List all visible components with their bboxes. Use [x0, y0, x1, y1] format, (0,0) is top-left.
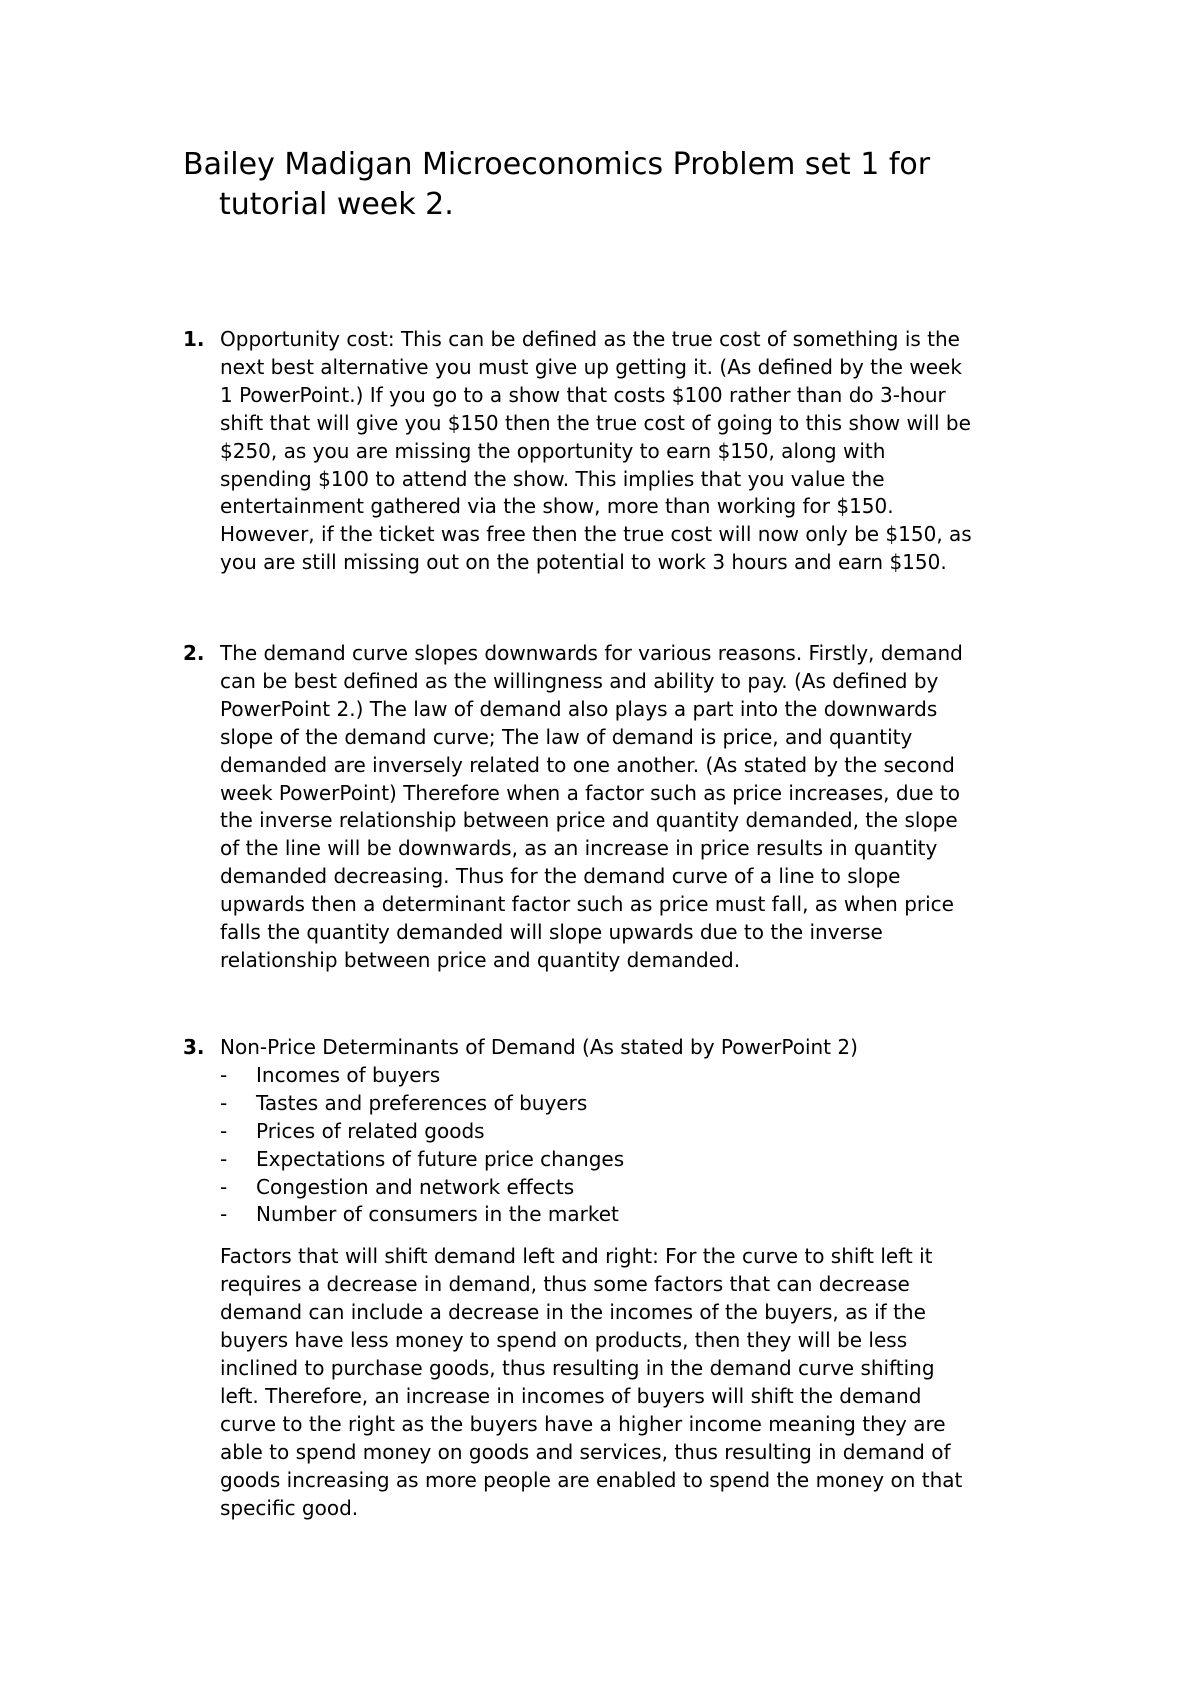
paragraph-line: specific good.: [220, 1495, 359, 1520]
question-2-body: [220, 640, 1053, 975]
determinants-list: [220, 1062, 1053, 1229]
list-item: [220, 1201, 1053, 1229]
dash-bullet: -: [220, 1146, 228, 1171]
paragraph-line: requires a decrease in demand, thus some factors that can decrease: [220, 1272, 910, 1297]
paragraph-line: inclined to purchase goods, thus resulting in the demand curve shifting: [220, 1355, 935, 1380]
question-3-heading: Non-Price Determinants of Demand (As stated by PowerPoint 2): [220, 1035, 858, 1059]
list-item: [220, 1146, 1053, 1174]
question-1-number: 1.: [183, 327, 205, 351]
paragraph-line: week PowerPoint) Therefore when a factor such as price increases, due to: [220, 780, 960, 805]
list-item-text: Tastes and preferences of buyers: [256, 1090, 588, 1115]
list-item: [220, 1062, 1053, 1090]
question-2: [183, 640, 1053, 975]
paragraph-line: spending $100 to attend the show. This implies that you value the: [220, 466, 885, 491]
title-line: Bailey Madigan Microeconomics Problem set 1 for: [183, 147, 931, 182]
list-item: [220, 1118, 1053, 1146]
paragraph-line: relationship between price and quantity demanded.: [220, 947, 741, 972]
paragraph-line: The demand curve slopes downwards for various reasons. Firstly, demand: [220, 641, 963, 665]
question-3-number: 3.: [183, 1035, 205, 1059]
paragraph-line: you are still missing out on the potential to work 3 hours and earn $150.: [220, 550, 947, 575]
paragraph-line: entertainment gathered via the show, more than working for $150.: [220, 494, 894, 519]
paragraph-line: $250, as you are missing the opportunity to earn $150, along with: [220, 438, 886, 463]
dash-bullet: -: [220, 1062, 228, 1087]
factors-paragraph: [220, 1243, 1053, 1522]
paragraph-line: can be best defined as the willingness and ability to pay. (As defined by: [220, 668, 939, 693]
dash-bullet: -: [220, 1118, 228, 1143]
paragraph-line: left. Therefore, an increase in incomes of buyers will shift the demand: [220, 1383, 922, 1408]
question-1: [183, 326, 1053, 577]
list-item-text: Congestion and network effects: [256, 1174, 575, 1199]
paragraph-line: shift that will give you $150 then the true cost of going to this show will be: [220, 410, 971, 435]
paragraph-line: curve to the right as the buyers have a higher income meaning they are: [220, 1411, 946, 1436]
paragraph-line: 1 PowerPoint.) If you go to a show that costs $100 rather than do 3-hour: [220, 382, 946, 407]
question-2-number: 2.: [183, 641, 205, 665]
paragraph-line: of the line will be downwards, as an increase in price results in quantity: [220, 836, 938, 861]
paragraph-line: demanded are inversely related to one another. (As stated by the second: [220, 752, 955, 777]
dash-bullet: -: [220, 1090, 228, 1115]
dash-bullet: -: [220, 1174, 228, 1199]
paragraph-line: Factors that will shift demand left and right: For the curve to shift left it: [220, 1244, 933, 1269]
question-3: [183, 1034, 1053, 1522]
list-item-text: Number of consumers in the market: [256, 1202, 619, 1227]
title-line: tutorial week 2.: [219, 187, 454, 222]
paragraph-line: next best alternative you must give up getting it. (As defined by the week: [220, 354, 962, 379]
paragraph-line: demanded decreasing. Thus for the demand curve of a line to slope: [220, 864, 901, 889]
list-item: [220, 1090, 1053, 1118]
paragraph-line: the inverse relationship between price and quantity demanded, the slope: [220, 808, 958, 833]
paragraph-line: falls the quantity demanded will slope upwards due to the inverse: [220, 920, 883, 945]
question-1-body: [220, 326, 1053, 577]
list-item: [220, 1174, 1053, 1202]
paragraph-line: demand can include a decrease in the incomes of the buyers, as if the: [220, 1300, 926, 1325]
paragraph-line: PowerPoint 2.) The law of demand also plays a part into the downwards: [220, 696, 938, 721]
question-3-body: [220, 1034, 1053, 1522]
paragraph-line: Opportunity cost: This can be defined as the true cost of something is the: [220, 327, 960, 351]
paragraph-line: upwards then a determinant factor such as price must fall, as when price: [220, 892, 954, 917]
paragraph-line: able to spend money on goods and services, thus resulting in demand of: [220, 1439, 951, 1464]
list-item-text: Prices of related goods: [256, 1118, 485, 1143]
document-title: [183, 145, 1023, 225]
list-item-text: Incomes of buyers: [256, 1062, 441, 1087]
list-item-text: Expectations of future price changes: [256, 1146, 625, 1171]
paragraph-line: goods increasing as more people are enabled to spend the money on that: [220, 1467, 963, 1492]
paragraph-line: buyers have less money to spend on products, then they will be less: [220, 1328, 908, 1353]
dash-bullet: -: [220, 1202, 228, 1227]
paragraph-line: slope of the demand curve; The law of demand is price, and quantity: [220, 724, 913, 749]
paragraph-line: However, if the ticket was free then the true cost will now only be $150, as: [220, 522, 972, 547]
